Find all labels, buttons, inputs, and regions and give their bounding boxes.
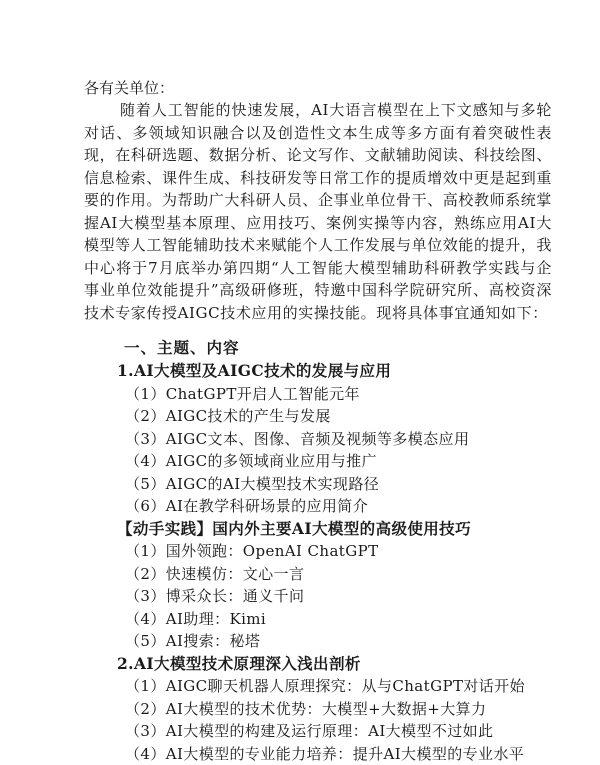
hands-on-item: （4）AI助理：Kimi [125, 609, 267, 628]
topic2-item: （1）AIGC聊天机器人原理探究：从与ChatGPT对话开始 [125, 677, 525, 695]
hands-on-item: （2）快速模仿：文心一言 [125, 564, 305, 583]
topic2-item: （3）AI大模型的构建及运行原理：AI大模型不过如此 [125, 722, 494, 740]
topic1-heading: 1.AI大模型及AIGC技术的发展与应用 [117, 361, 392, 380]
hands-on-item: （1）国外领跑：OpenAI ChatGPT [125, 542, 379, 560]
salutation: 各有关单位： [84, 79, 175, 97]
topic2-heading: 2.AI大模型技术原理深入浅出剖析 [117, 653, 361, 673]
hands-on-heading: 【动手实践】国内外主要AI大模型的高级使用技巧 [117, 518, 471, 538]
intro-paragraph: 随着人工智能的快速发展，AI大语言模型在上下文感知与多轮对话、多领域知识融合以及创造性文本生成等多方面有着突破性表现，在科研选题、数据分析、论文写作、文献辅助阅读、科技绘图、信息检索、课件生成、科技研发等日常工作的提质增效中更是起到重要的作用。为帮助广大科研人员、企事业单位骨干、高校教师系统掌握AI大模型基本原理、应用技巧、案例实操等内容，熟练应用AI大模型等人工智能辅助技术来赋能个人工作发展与单位效能的提升，我中心将于7月底举办第四期“人工智能大模型辅助科研教学实践与企事业单位效能提升”高级研修班，特邀中国科学院研究所、高校资深技术专家传授AIGC技术应用的实操技能。现将具体事宜通知如下： [84, 101, 553, 322]
topic1-item: （2）AIGC技术的产生与发展 [125, 407, 331, 425]
topic2-item: （4）AI大模型的专业能力培养：提升AI大模型的专业水平 [125, 744, 525, 763]
topic1-item: （1）ChatGPT开启人工智能元年 [125, 384, 360, 403]
topic1-item: （4）AIGC的多领域商业应用与推广 [125, 452, 377, 470]
hands-on-item: （3）博采众长：通义千问 [125, 587, 305, 605]
topic1-item: （3）AIGC文本、图像、音频及视频等多模态应用 [125, 429, 470, 448]
section-title: 一、主题、内容 [124, 338, 240, 357]
topic1-item: （5）AIGC的AI大模型技术实现路径 [125, 474, 380, 493]
topic1-item: （6）AI在教学科研场景的应用简介 [125, 497, 369, 515]
topic2-item: （2）AI大模型的技术优势：大模型+大数据+大算力 [125, 699, 487, 718]
hands-on-item: （5）AI搜索：秘塔 [125, 632, 261, 650]
